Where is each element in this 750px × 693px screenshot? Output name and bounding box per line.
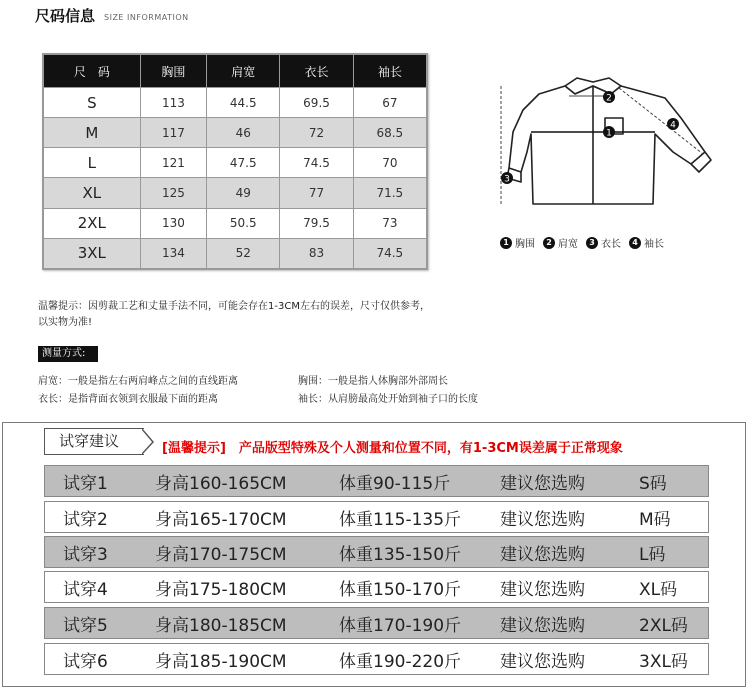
- marker-2-label: 2: [606, 93, 612, 104]
- fit-tab: 试穿建议: [44, 428, 144, 455]
- table-row: [44, 178, 426, 207]
- table-cell: M: [44, 118, 140, 147]
- legend-item: [543, 235, 578, 250]
- fit-cell: 体重135-150斤: [339, 544, 462, 565]
- marker-4-label: 4: [670, 120, 676, 131]
- measure-sleeve: 袖长：从肩膀最高处开始到袖子口的长度: [298, 394, 478, 405]
- page-title: 尺码信息: [35, 7, 96, 25]
- legend-item: [586, 235, 621, 250]
- legend-label: 袖长: [644, 239, 664, 250]
- size-table-container: [42, 53, 428, 270]
- table-cell: 73: [354, 209, 426, 238]
- fit-cell: 试穿3: [63, 544, 108, 565]
- shirt-diagram: [493, 72, 723, 222]
- tip-line-1: 温馨提示：因剪裁工艺和丈量手法不同，可能会存在1-3CM左右的误差，尺寸仅供参考，: [38, 301, 430, 312]
- number-1-icon: 1: [500, 237, 512, 249]
- fit-cell: 试穿5: [63, 615, 108, 636]
- fit-row: [44, 571, 709, 603]
- table-cell: 74.5: [354, 239, 426, 268]
- fit-cell: 体重170-190斤: [339, 615, 462, 636]
- fit-row: [44, 536, 709, 568]
- fit-cell: 试穿6: [63, 651, 108, 672]
- table-cell: 79.5: [280, 209, 352, 238]
- table-row: [44, 148, 426, 177]
- fit-tab-arrow-inner: [141, 429, 152, 454]
- fit-cell: M码: [639, 509, 671, 530]
- table-cell: 50.5: [207, 209, 279, 238]
- table-cell: 69.5: [280, 88, 352, 117]
- table-row: [44, 209, 426, 238]
- table-cell: 3XL: [44, 239, 140, 268]
- table-cell: 121: [141, 148, 206, 177]
- fit-cell: 建议您选购: [500, 544, 585, 565]
- table-cell: XL: [44, 178, 140, 207]
- measure-title: 测量方式:: [38, 346, 98, 362]
- fit-cell: 3XL码: [639, 651, 688, 672]
- page-subtitle: SIZE INFORMATION: [104, 13, 189, 22]
- table-row: [44, 118, 426, 147]
- fit-cell: 身高175-180CM: [155, 579, 287, 600]
- header-size: 尺 码: [44, 55, 140, 87]
- fit-cell: 试穿1: [63, 473, 108, 494]
- legend-label: 衣长: [601, 239, 621, 250]
- fit-cell: 2XL码: [639, 615, 688, 636]
- table-row: [44, 239, 426, 268]
- marker-3-icon: [501, 172, 513, 185]
- table-cell: 134: [141, 239, 206, 268]
- fit-cell: XL码: [639, 579, 678, 600]
- fit-cell: 体重115-135斤: [339, 509, 462, 530]
- header-sleeve: 袖长: [354, 55, 426, 87]
- table-cell: 77: [280, 178, 352, 207]
- table-cell: 125: [141, 178, 206, 207]
- marker-1-label: 1: [606, 128, 612, 139]
- table-cell: S: [44, 88, 140, 117]
- diagram-legend: [500, 235, 664, 250]
- header-chest: 胸围: [141, 55, 206, 87]
- table-cell: 46: [207, 118, 279, 147]
- fit-cell: 体重190-220斤: [339, 651, 462, 672]
- fit-cell: 建议您选购: [500, 509, 585, 530]
- table-cell: 67: [354, 88, 426, 117]
- fit-cell: 身高180-185CM: [155, 615, 287, 636]
- number-2-icon: 2: [543, 237, 555, 249]
- fit-cell: 建议您选购: [500, 473, 585, 494]
- fit-cell: 建议您选购: [500, 579, 585, 600]
- fit-cell: 身高170-175CM: [155, 544, 287, 565]
- fit-cell: 试穿4: [63, 579, 108, 600]
- fit-cell: 体重150-170斤: [339, 579, 462, 600]
- table-cell: 49: [207, 178, 279, 207]
- table-cell: 71.5: [354, 178, 426, 207]
- number-4-icon: 4: [629, 237, 641, 249]
- measure-chest: 胸围：一般是指人体胸部外部周长: [298, 376, 448, 387]
- fit-cell: 身高165-170CM: [155, 509, 287, 530]
- table-cell: 117: [141, 118, 206, 147]
- table-cell: 130: [141, 209, 206, 238]
- table-cell: 74.5: [280, 148, 352, 177]
- fit-cell: 身高160-165CM: [155, 473, 287, 494]
- number-3-icon: 3: [586, 237, 598, 249]
- table-cell: 83: [280, 239, 352, 268]
- fit-cell: S码: [639, 473, 667, 494]
- table-cell: 72: [280, 118, 352, 147]
- table-cell: 44.5: [207, 88, 279, 117]
- tip-line-2: 以实物为准!: [38, 317, 93, 328]
- table-cell: 47.5: [207, 148, 279, 177]
- header-length: 衣长: [280, 55, 352, 87]
- table-cell: 2XL: [44, 209, 140, 238]
- table-row: [44, 88, 426, 117]
- table-cell: 68.5: [354, 118, 426, 147]
- measure-length: 衣长：是指背面衣领到衣服最下面的距离: [38, 394, 218, 405]
- legend-label: 胸围: [515, 239, 535, 250]
- table-cell: 52: [207, 239, 279, 268]
- fit-row: [44, 465, 709, 497]
- fit-row: [44, 643, 709, 675]
- table-cell: 70: [354, 148, 426, 177]
- header-shoulder: 肩宽: [207, 55, 279, 87]
- fit-cell: 建议您选购: [500, 651, 585, 672]
- measure-shoulder: 肩宽：一般是指左右两肩峰点之间的直线距离: [38, 376, 238, 387]
- fit-cell: 试穿2: [63, 509, 108, 530]
- marker-3-label: 3: [504, 174, 510, 185]
- size-table-header-row: [44, 55, 426, 87]
- fit-cell: L码: [639, 544, 666, 565]
- legend-label: 肩宽: [558, 239, 578, 250]
- table-cell: L: [44, 148, 140, 177]
- fit-cell: 体重90-115斤: [339, 473, 451, 494]
- size-table: [43, 54, 427, 269]
- fit-row: [44, 607, 709, 639]
- legend-item: [629, 235, 664, 250]
- fit-warning: [温馨提示] 产品版型特殊及个人测量和位置不同，有1-3CM误差属于正常现象: [162, 441, 623, 456]
- legend-item: [500, 235, 535, 250]
- fit-cell: 建议您选购: [500, 615, 585, 636]
- fit-row: [44, 501, 709, 533]
- table-cell: 113: [141, 88, 206, 117]
- fit-cell: 身高185-190CM: [155, 651, 287, 672]
